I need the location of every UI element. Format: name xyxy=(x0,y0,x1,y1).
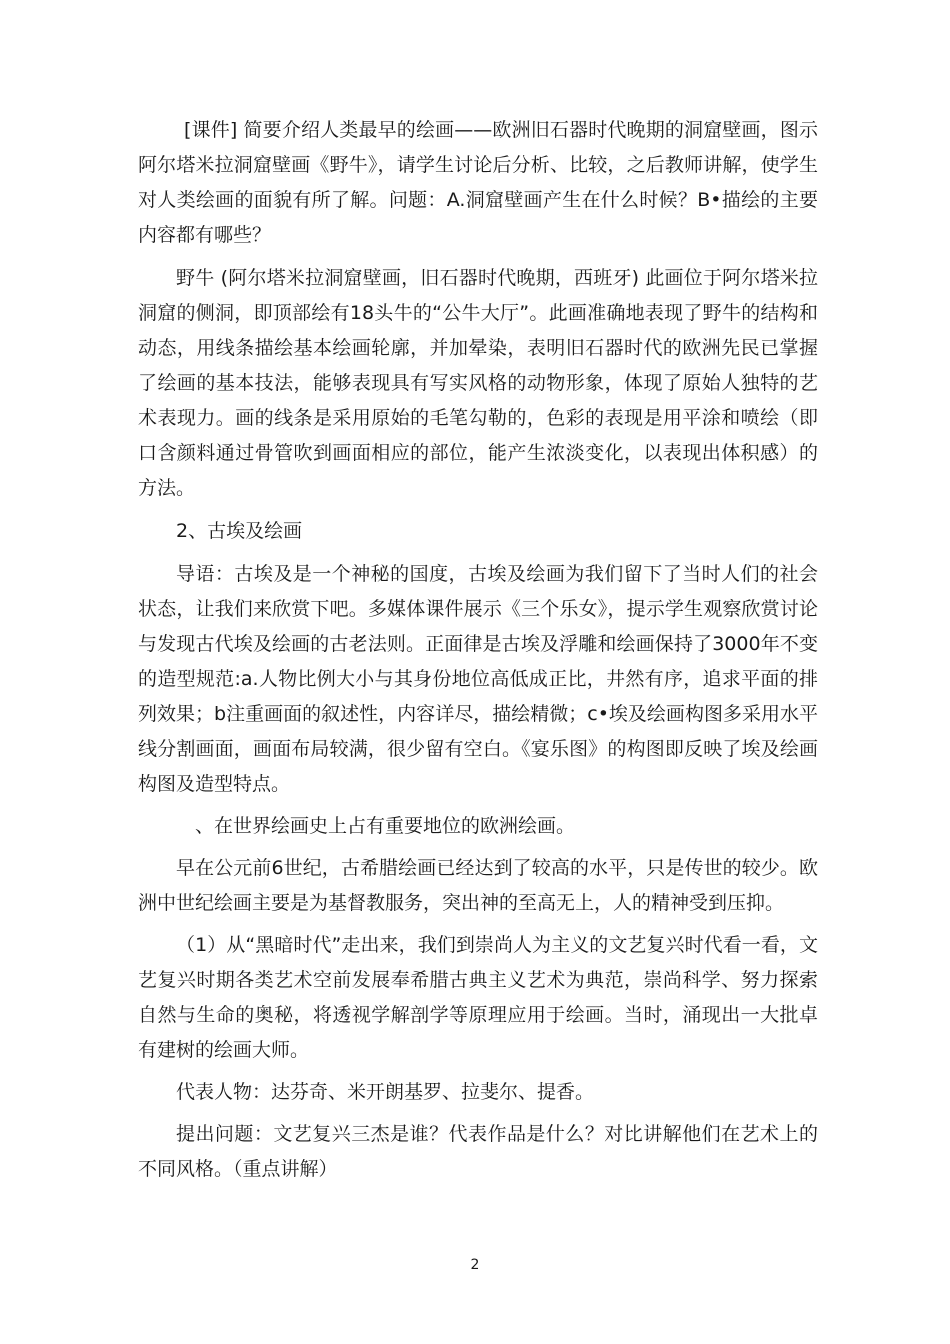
paragraph-egypt-intro: 导语：古埃及是一个神秘的国度，古埃及绘画为我们留下了当时人们的社会状态，让我们来欣赏下吧。多媒体课件展示《三个乐女》，提示学生观察欣赏讨论与发现古代埃及绘画的古老法则。正面律是古埃及浮雕和绘画保持了3000年不变的造型规范:a.人物比例大小与其身份地位高低成正比，井然有序，追求平面的排列效果；b注重画面的叙述性，内容详尽，描绘精微；c•埃及绘画构图多采用水平线分割画面，画面布局较满，很少留有空白。《宴乐图》的构图即反映了埃及绘画构图及造型特点。 xyxy=(138,563,818,795)
section-heading-europe: 、在世界绘画史上占有重要地位的欧洲绘画。 xyxy=(195,815,576,837)
paragraph-courseware-intro: [课件] 简要介绍人类最早的绘画——欧洲旧石器时代晚期的洞窟壁画，图示阿尔塔米拉洞窟壁画《野牛》，请学生讨论后分析、比较，之后教师讲解，使学生对人类绘画的面貌有所了解。问题：A.洞窟壁画产生在什么时候？B•描绘的主要内容都有哪些？ xyxy=(138,119,818,246)
paragraph-greece-medieval: 早在公元前6世纪，古希腊绘画已经达到了较高的水平，只是传世的较少。欧洲中世纪绘画主要是为基督教服务，突出神的至高无上，人的精神受到压抑。 xyxy=(138,857,818,914)
paragraph-renaissance: （1）从“黑暗时代”走出来，我们到崇尚人为主义的文艺复兴时代看一看，文艺复兴时期各类艺术空前发展奉希腊古典主义艺术为典范，崇尚科学、努力探索自然与生命的奥秘，将透视学解剖学等原理应用于绘画。当时，涌现出一大批卓有建树的绘画大师。 xyxy=(138,934,818,1061)
section-heading-egypt: 2、古埃及绘画 xyxy=(176,520,303,542)
page-number: 2 xyxy=(470,1257,480,1273)
paragraph-question: 提出问题：文艺复兴三杰是谁？代表作品是什么？对比讲解他们在艺术上的不同风格。（重点讲解） xyxy=(138,1123,818,1180)
paragraph-representatives: 代表人物：达芬奇、米开朗基罗、拉斐尔、提香。 xyxy=(176,1081,595,1103)
document-body xyxy=(138,113,818,1187)
paragraph-bison-description: 野牛 (阿尔塔米拉洞窟壁画，旧石器时代晚期，西班牙) 此画位于阿尔塔米拉洞窟的侧洞，即顶部绘有18头牛的“公牛大厅”。此画准确地表现了野牛的结构和动态，用线条描绘基本绘画轮廓，并加晕染，表明旧石器时代的欧洲先民已掌握了绘画的基本技法，能够表现具有写实风格的动物形象，体现了原始人独特的艺术表现力。画的线条是采用原始的毛笔勾勒的，色彩的表现是用平涂和喷绘（即口含颜料通过骨管吹到画面相应的部位，能产生浓淡变化，以表现出体积感）的方法。 xyxy=(138,267,818,499)
